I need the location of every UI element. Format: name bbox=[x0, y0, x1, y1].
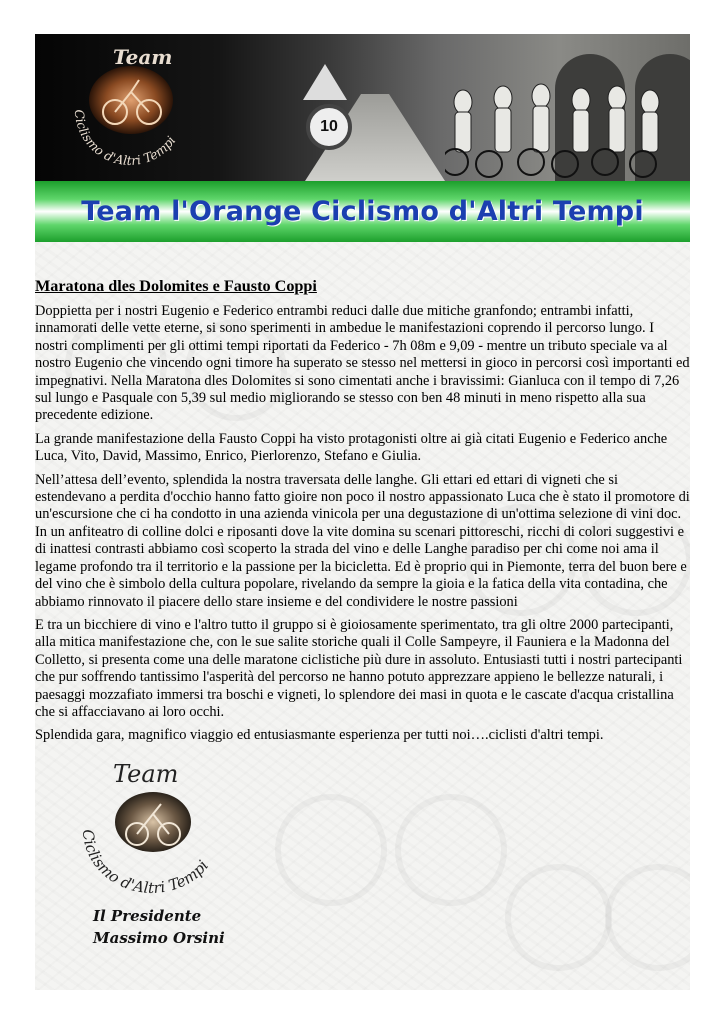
header-banner-photo bbox=[35, 34, 690, 181]
article-paragraph: Nell’attesa dell’evento, splendida la nostra traversata delle langhe. Gli ettari ed ettari di vigneti che si estendevano a perdita d'occhio hanno fatto gioire non poco il nostro appassionato Luca che è stato il promotore di un'escursione che ci ha condotto in una azienda vinicola per una degustazione di un'ottima selezione di vini doc. In un anfiteatro di colline dolci e riposanti dove la vite domina su scenari pittoreschi, ricchi di colori suggestivi e di inattesi contrasti abbiamo così scoperto la strada del vino e delle Langhe paradiso per chi come noi ama il legame profondo tra il territorio e la passione per la bicicletta. Ed è proprio qui in Piemonte, terra del buon bere e del vino che è simbolo della cultura popolare, rivelando da sempre la gioia e la fatica della vita contadina, che abbiamo rinnovato il piacere dello stare insieme e del condividere le nostre passioni bbox=[35, 471, 690, 610]
warning-sign-icon bbox=[303, 64, 347, 100]
cyclists-group bbox=[445, 74, 675, 181]
watermark-wheel bbox=[395, 794, 507, 906]
logo-team-word: Team bbox=[113, 45, 173, 69]
signature-role: Il Presidente bbox=[93, 907, 202, 925]
logo-ring-text: Ciclismo d'Altri Tempi bbox=[71, 108, 179, 169]
title-bar bbox=[35, 181, 690, 242]
page bbox=[35, 34, 690, 990]
article-paragraph: Doppietta per i nostri Eugenio e Federico entrambi reduci dalle due mitiche granfondo; entrambi infatti, innamorati delle vette eterne, si sono sperimenti in ambedue le manifestazioni coprendo il percorso lungo. I nostri complimenti per gli ottimi tempi riportati da Federico - 7h 08m e 9,09 - mentre un tributo speciale va al nostro Eugenio che vincendo ogni timore ha superato se stesso nel mettersi in gioco in percorsi così importanti ed impegnativi. Nella Maratona dles Dolomites si sono cimentati anche i bravissimi: Gianluca con il tempo di 7,26 sul lungo e Pasquale con 5,39 sul medio migliorando se stesso con ben 48 minuti in meno rispetto alla sua precedente edizione. bbox=[35, 303, 690, 424]
signature-block bbox=[93, 905, 253, 949]
speed-limit-sign: 10 bbox=[306, 104, 352, 150]
signature-name: Massimo Orsini bbox=[93, 929, 225, 947]
watermark-wheel bbox=[605, 864, 690, 971]
signature-team-logo bbox=[71, 760, 231, 905]
article bbox=[35, 276, 690, 751]
team-logo bbox=[53, 40, 203, 175]
article-headline: Maratona dles Dolomites e Fausto Coppi bbox=[35, 277, 317, 295]
signature-logo-team-word: Team bbox=[113, 760, 179, 788]
site-title: Team l'Orange Ciclismo d'Altri Tempi bbox=[81, 196, 644, 227]
watermark-wheel bbox=[505, 864, 612, 971]
article-paragraph: Splendida gara, magnifico viaggio ed entusiasmante esperienza per tutti noi….ciclisti d'altri tempi. bbox=[35, 727, 604, 744]
article-paragraph: La grande manifestazione della Fausto Coppi ha visto protagonisti oltre ai già citati Eugenio e Federico anche Luca, Vito, David, Massimo, Enrico, Pierlorenzo, Stefano e Giulia. bbox=[35, 430, 668, 465]
watermark-wheel bbox=[275, 794, 387, 906]
article-paragraph: E tra un bicchiere di vino e l'altro tutto il gruppo si è gioiosamente sperimentato, tra gli oltre 2000 partecipanti, alla mitica manifestazione che, con le sue salite storiche quali il Colle Sampeyre, il Fauniera e la Madonna del Colletto, si presenta come una delle maratone ciclistiche più dure in assoluto. Entusiasti tutti i nostri partecipanti che pur soffrendo tantissimo l'asperità del percorso ne hanno potuto apprezzare appieno le bellezze naturali, i paesaggi mozzafiato immersi tra boschi e vigneti, lo splendore dei masi in quota e le cascate d'acqua cristallina che si affacciavano ai loro occhi. bbox=[35, 616, 683, 720]
signature-logo-ring-text: Ciclismo d'Altri Tempi bbox=[78, 828, 212, 897]
